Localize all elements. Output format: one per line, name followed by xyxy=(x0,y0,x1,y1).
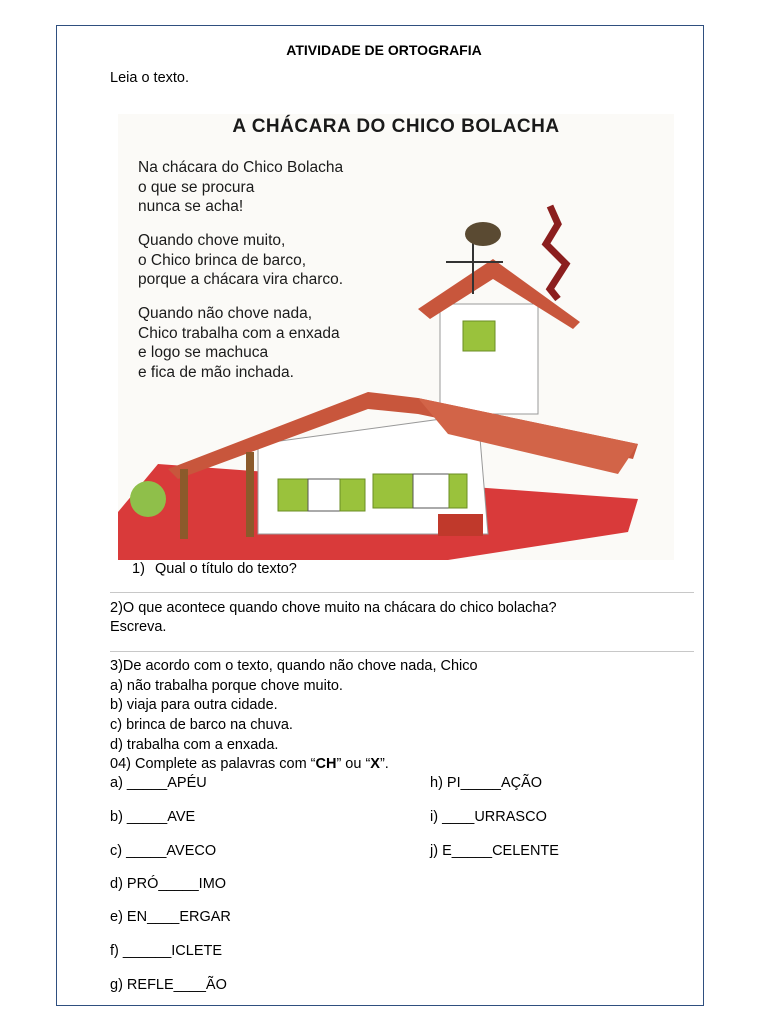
question-3-stem: 3)De acordo com o texto, quando não chove nada, Chico xyxy=(110,658,478,674)
word-item-e: e) EN____ERGAR xyxy=(110,909,231,925)
window-shutter xyxy=(449,474,467,508)
question-3-option: a) não trabalha porque chove muito. xyxy=(110,678,343,694)
window-shutter xyxy=(373,474,413,508)
question-3-option: c) brinca de barco na chuva. xyxy=(110,717,293,733)
poem-title: A CHÁCARA DO CHICO BOLACHA xyxy=(232,116,560,137)
poem-line: nunca se acha! xyxy=(138,198,244,215)
q4-ch: CH xyxy=(315,756,337,772)
word-item-h: h) PI_____AÇÃO xyxy=(430,775,543,791)
window-shutter xyxy=(278,479,308,511)
poem-line: Quando não chove nada, xyxy=(138,305,313,322)
question-1-number: 1) xyxy=(132,561,145,577)
question-3-option: b) viaja para outra cidade. xyxy=(110,697,278,713)
rooster-icon xyxy=(465,222,501,246)
word-item-c: c) _____AVECO xyxy=(110,843,217,859)
word-item-i: i) ____URRASCO xyxy=(430,809,547,825)
poem-line: o que se procura xyxy=(138,178,255,196)
q4-x: X xyxy=(370,756,380,772)
word-item-j: j) E_____CELENTE xyxy=(430,843,559,859)
house-drawing xyxy=(118,114,674,560)
poem-line: porque a chácara vira charco. xyxy=(138,271,344,288)
tower-window xyxy=(463,321,495,351)
window xyxy=(413,474,449,508)
poem-illustration xyxy=(118,114,674,560)
q4-middle: ” ou “ xyxy=(336,756,371,772)
word-item-g: g) REFLE____ÃO xyxy=(110,977,227,993)
plant-icon xyxy=(130,481,166,517)
steps xyxy=(438,514,483,536)
question-2-instruction: Escreva. xyxy=(110,619,167,635)
page-title: ATIVIDADE DE ORTOGRAFIA xyxy=(286,42,482,58)
poem-line: Na chácara do Chico Bolacha xyxy=(138,159,344,176)
answer-line xyxy=(110,651,694,652)
poem-line: e logo se machuca xyxy=(138,344,269,361)
question-4-instruction xyxy=(110,756,389,772)
poem-line: Quando chove muito, xyxy=(138,232,286,249)
question-3-option: d) trabalha com a enxada. xyxy=(110,737,279,753)
q4-suffix: ”. xyxy=(379,756,389,772)
window-shutter xyxy=(340,479,365,511)
question-2-text: 2)O que acontece quando chove muito na chácara do chico bolacha? xyxy=(110,600,557,616)
word-item-f: f) ______ICLETE xyxy=(110,943,223,959)
porch-post xyxy=(246,452,254,537)
chimney xyxy=(546,206,566,299)
q4-prefix: 04) Complete as palavras com “ xyxy=(110,756,316,772)
poem-line: e fica de mão inchada. xyxy=(138,363,294,381)
word-item-d: d) PRÓ_____IMO xyxy=(110,876,227,892)
question-1-text: Qual o título do texto? xyxy=(155,561,297,577)
instruction-text: Leia o texto. xyxy=(110,70,189,86)
word-item-b: b) _____AVE xyxy=(110,809,196,825)
poem-line: Chico trabalha com a enxada xyxy=(138,324,340,342)
word-item-a: a) _____APÉU xyxy=(110,775,207,791)
window xyxy=(308,479,340,511)
poem-line: o Chico brinca de barco, xyxy=(138,251,307,269)
answer-line xyxy=(110,592,694,593)
porch-post xyxy=(180,469,188,539)
